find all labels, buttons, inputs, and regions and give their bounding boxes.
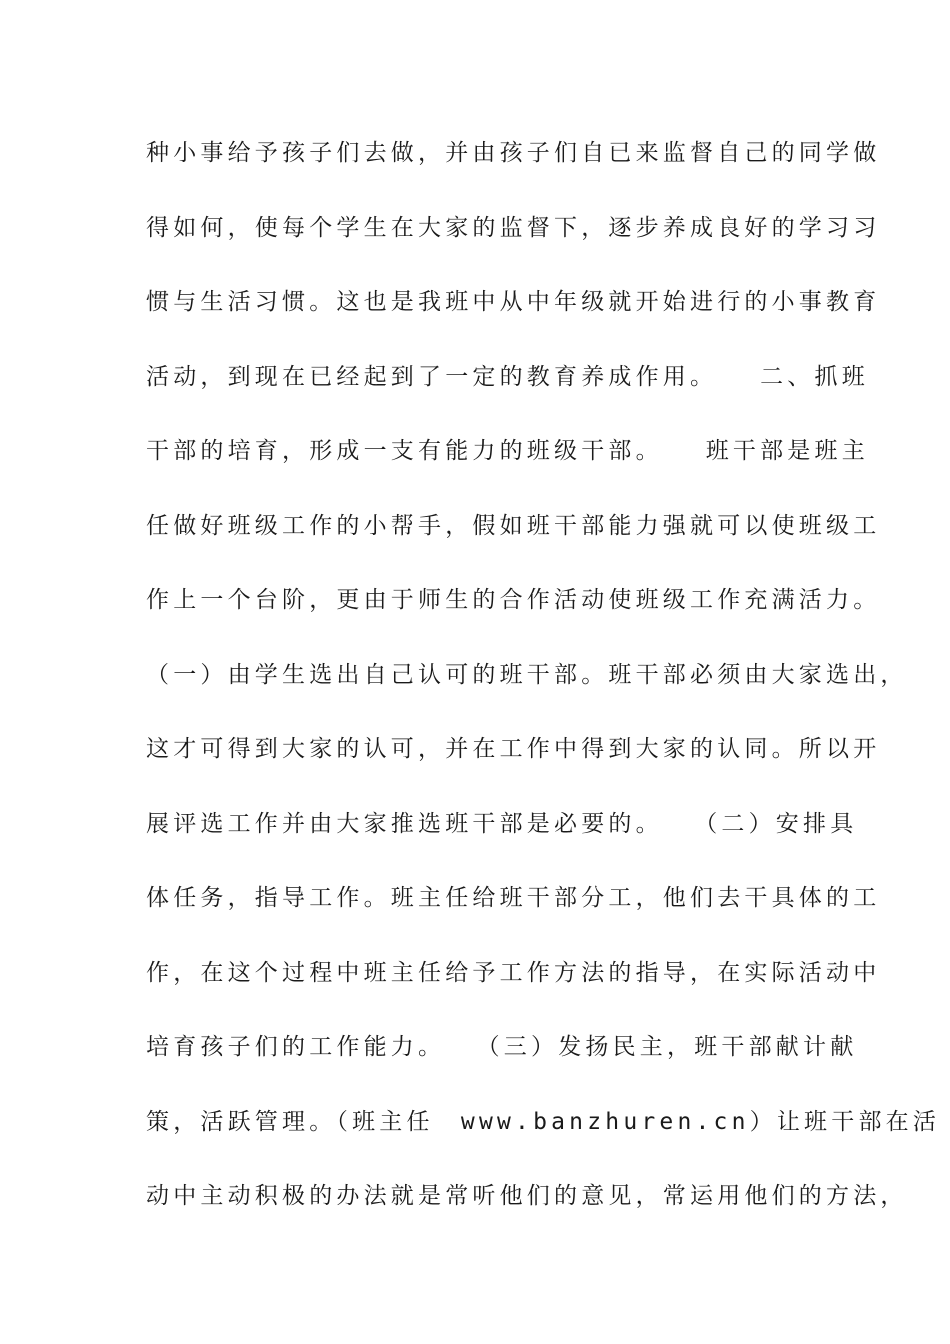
text-line: 动中主动积极的办法就是常听他们的意见，常运用他们的方法， <box>146 1183 908 1209</box>
text-line: 体任务，指导工作。班主任给班干部分工，他们去干具体的工 <box>146 885 881 911</box>
text-line: （一）由学生选出自己认可的班干部。班干部必须由大家选出， <box>146 661 908 688</box>
text-line: 活动，到现在已经起到了一定的教育养成作用。 二、抓班 <box>146 363 869 390</box>
text-line: 惯与生活习惯。这也是我班中从中年级就开始进行的小事教育 <box>146 289 881 315</box>
text-line: 这才可得到大家的认可，并在工作中得到大家的认同。所以开 <box>146 736 881 762</box>
text-line: 得如何，使每个学生在大家的监督下，逐步养成良好的学习习 <box>146 214 881 241</box>
text-line: 作上一个台阶，更由于师生的合作活动使班级工作充满活力。 <box>146 587 881 613</box>
text-line: 展评选工作并由大家推选班干部是必要的。 （二）安排具 <box>146 810 858 837</box>
text-line: 作，在这个过程中班主任给予工作方法的指导，在实际活动中 <box>146 959 881 986</box>
text-line: 策，活跃管理。（班主任 www.banzhuren.cn）让班干部在活 <box>146 1108 941 1135</box>
body-text <box>146 128 941 1246</box>
text-line: 种小事给予孩子们去做，并由孩子们自已来监督自己的同学做 <box>146 140 881 166</box>
text-line: 培育孩子们的工作能力。 （三）发扬民主，班干部献计献 <box>146 1034 858 1060</box>
text-line: 干部的培育，形成一支有能力的班级干部。 班干部是班主 <box>146 438 869 464</box>
text-line: 任做好班级工作的小帮手，假如班干部能力强就可以使班级工 <box>146 512 881 539</box>
